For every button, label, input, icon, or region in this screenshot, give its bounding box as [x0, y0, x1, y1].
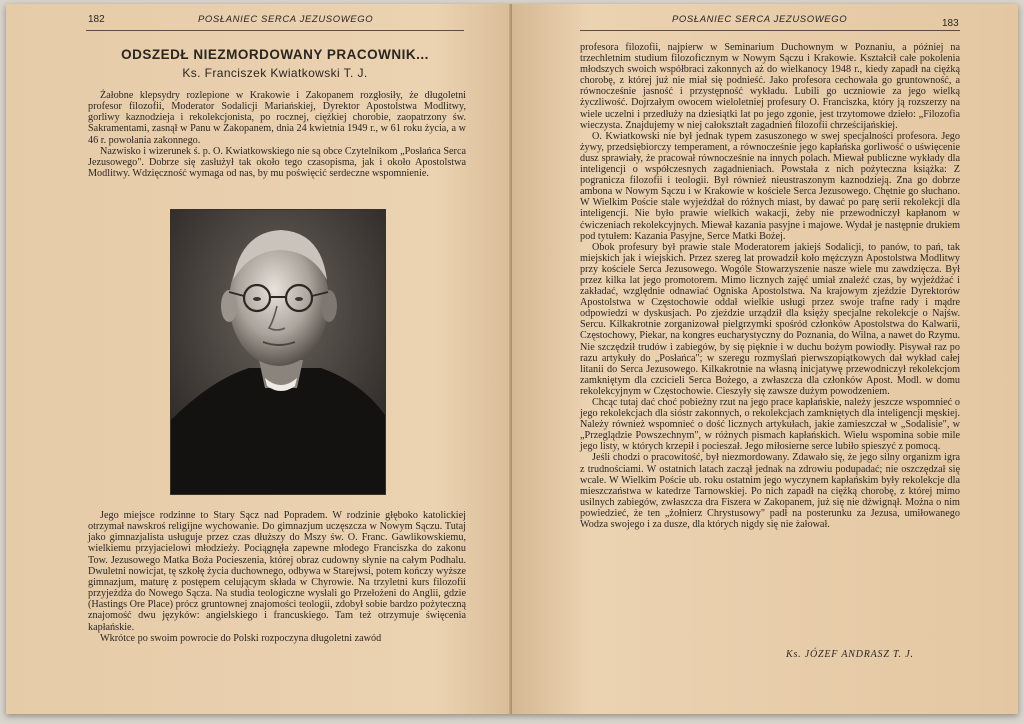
running-head: POSŁANIEC SERCA JEZUSOWEGO	[198, 14, 374, 25]
page-number: 182	[88, 14, 105, 25]
running-head: POSŁANIEC SERCA JEZUSOWEGO	[672, 14, 848, 25]
continued-text	[580, 42, 960, 530]
article-title: ODSZEDŁ NIEZMORDOWANY PRACOWNIK...	[121, 47, 429, 62]
paragraph: profesora filozofii, najpierw w Seminarium Duchownym w Poznaniu, a później na trzechletnim studium filozoficznym w Nowym Sączu i Krakowie. Kształcił całe pokolenia młodszych swoich współbraci zakonnych aż do wielkanocy 1948 r., kiedy zapadł na ciężką chorobę, z której już nie miał się podnieść. Jako profesora cechowała go gruntowność, a równocześnie jasność i przystępność wykładu. Lubili go uczniowie za jego wielką życzliwość. Dojrzałym owocem wieloletniej profesury O. Franciszka, który ją rozszerzy na wiele uczelni i przedłuży na dziesiątki lat po jego zgonie, jest trzytomowe dzieło: „Filozofia wieczysta. Znajdujemy w niej całokształt zagadnień filozofii chrześcijańskiej.	[580, 42, 960, 131]
paragraph: O. Kwiatkowski nie był jednak typem zasuszonego w swej specjalności profesora. Jego żywy, przedsiębiorczy temperament, a równocześnie jego kapłańska gorliwość o uświęcenie dusz sprawiały, że pracował równocześnie na innych polach. Miewał publiczne wykłady dla inteligencji o współczesnych zagadnieniach. Powstała z nich pożyteczna książka: Z pogranicza filozofii i teologii. Był również nieustraszonym kaznodzieją. Zna go dobrze ambona w Nowym Sączu i w Krakowie w kościele Serca Jezusowego. Chętnie go słuchano. W Wielkim Poście stale wyjeżdżał do różnych miast, by dawać po parę serii rekolekcji dla inteligencji. Nie było prawie wielkich wakacji, żeby nie przewodniczył kapłanom w ćwiczeniach rekolekcyjnych. Miewał kazania pasyjne i majowe. Wydał je następnie drukiem pod tytułem: Kazania Pasyjne, Serce Matki Bożej.	[580, 130, 960, 242]
paragraph: Obok profesury był prawie stale Moderatorem jakiejś Sodalicji, to panów, to pań, tak miejskich jak i wiejskich. Przez szereg lat prowadził koło mężczyzn Apostolstwa Modlitwy przy kościele Serca Jezusowego. Wogóle Stowarzyszenie nasze wiele mu zawdzięcza. Był przez kilka lat jego promotorem. Mimo licznych zajęć umiał znaleźć czas, by wyjeżdżać i zakładać, względnie odnawiać Ogniska Apostolstwa. Na krajowym zjeździe Dyrektorów Apostolstwa w Częstochowie oddał wielkie usługi przez swoje trafne rady i mądre odpowiedzi w dyskusjach. Po zjeździe urządził dla księży specjalne rekolekcje o Najśw. Sercu. Kilkakrotnie zorganizował pielgrzymki spośród członków Apostolstwa do Kalwarii, Częstochowy, Piekar, na kongres eucharystyczny do Poznania, do Wilna, a nawet do Rzymu. Nie szczędził trudów i zabiegów, by się pięknie i w duchu bożym powiodły. Pisywał raz po razu artykuły do „Posłańca"; w szeregu rozmyślań pierwszopiątkowych dał wykład całej litanii do Serca Jezusowego. Kilkakrotnie na własną inicjatywę przewodniczył rekolekcjom zamkniętym dla czcicieli Serca Bożego, a zwłaszcza dla członków Apost. Modl. w domu rekolekcyjnym w Częstochowie. Cieszyły się zawsze dużym powodzeniem.	[580, 241, 960, 397]
page-number: 183	[942, 18, 959, 29]
right-page	[512, 4, 1018, 714]
author-signature: Ks. JÓZEF ANDRASZ T. J.	[786, 649, 914, 660]
intro-text	[88, 90, 466, 179]
portrait-photo	[171, 210, 385, 494]
header-rule	[86, 30, 464, 31]
paragraph: Jego miejsce rodzinne to Stary Sącz nad Popradem. W rodzinie głęboko katolickiej otrzymał nawskroś religijne wychowanie. Do gimnazjum uczęszcza w Nowym Sączu. Tutaj jako gimnazjalista usługuje przez czas dłuższy do Mszy św. O. Franc. Gawlikowskiemu, wielkiemu przyjacielowi młodzieży. Pociągnęła zapewne młodego Franciszka do zakonu Tow. Jezusowego Matka Boża Pocieszenia, której obraz cudowny słynie na całym Podhalu. Dwuletni nowicjat, tę szkołę życia duchownego, odbywa w Starejwsi, potem kończy wyższe gimnazjum, maturę z postępem celującym składa w Chyrowie. Na trzyletni kurs filozofii przyjeżdża do Nowego Sącza. Na studia teologiczne wysłali go Przełożeni do Anglii, gdzie (Hastings Ore Place) prócz gruntownej znajomości teologii, zdobył sobie bardzo pożyteczną znajomość dwu języków: angielskiego i francuskiego. Tam też otrzymuje święcenia kapłańskie.	[88, 510, 466, 633]
body-text	[88, 510, 466, 644]
paragraph: Chcąc tutaj dać choć pobieżny rzut na jego prace kapłańskie, należy jeszcze wspomnieć o jego rekolekcjach dla sióstr zakonnych, o rekolekcjach zamkniętych dla inteligencji męskiej. Należy również wspomnieć o dość licznych artykułach, jakie zamieszczał w „Sodalisie", w „Przeglądzie Powszechnym", w różnych pismach kapłańskich. Wielu wspomina sobie mile jego listy, w których krzepił i pocieszał. Jego miłosierne serce lubiło spieszyć z pomocą.	[580, 397, 960, 453]
left-page	[6, 4, 512, 714]
paragraph: Nazwisko i wizerunek ś. p. O. Kwiatkowskiego nie są obce Czytelnikom „Posłańca Serca Jezusowego". Dobrze się zasłużył tak około tego czasopisma, jak i około Apostolstwa Modlitwy. Wdzięczność wymaga od nas, by mu poświęcić serdeczne wspomnienie.	[88, 145, 466, 180]
paragraph: Jeśli chodzi o pracowitość, był niezmordowany. Zdawało się, że jego silny organizm igra z trudnościami. W ostatnich latach zaczął jednak na zdrowiu podupadać; nie oszczędzał się wcale. W Wielkim Poście ub. roku ostatnim jego wyczynem kapłańskim były rekolekcje dla mieszczaństwa w katedrze Tarnowskiej. Po nich zapadł na ciężką chorobę, z której mimo usilnych zabiegów, zwłaszcza dra Fiszera w Zakopanem, już się nie dźwignął. Można o nim powiedzieć, że ten „żołnierz Chrystusowy" padł na posterunku za Jezusa, umiłowanego Wodza swojego i za dusze, dla których nigdy się nie żałował.	[580, 452, 960, 531]
article-subtitle: Ks. Franciszek Kwiatkowski T. J.	[182, 66, 368, 80]
paragraph: Wkrótce po swoim powrocie do Polski rozpoczyna długoletni zawód	[100, 632, 382, 644]
magazine-spread	[6, 4, 1018, 714]
paragraph: Żałobne klepsydry rozlepione w Krakowie i Zakopanem rozgłosiły, że długoletni profesor filozofii, Moderator Sodalicji Mariańskiej, Dyrektor Apostolstwa Modlitwy, gorliwy kaznodzieja i rekolekcjonista, po rocznej, ciężkiej chorobie, zaopatrzony św. Sakramentami, zasnął w Panu w Zakopanem, dnia 24 kwietnia 1949 r., w 61 roku życia, a w 46 r. powołania zakonnego.	[88, 90, 466, 146]
portrait-image	[171, 210, 385, 494]
header-rule	[580, 30, 960, 31]
